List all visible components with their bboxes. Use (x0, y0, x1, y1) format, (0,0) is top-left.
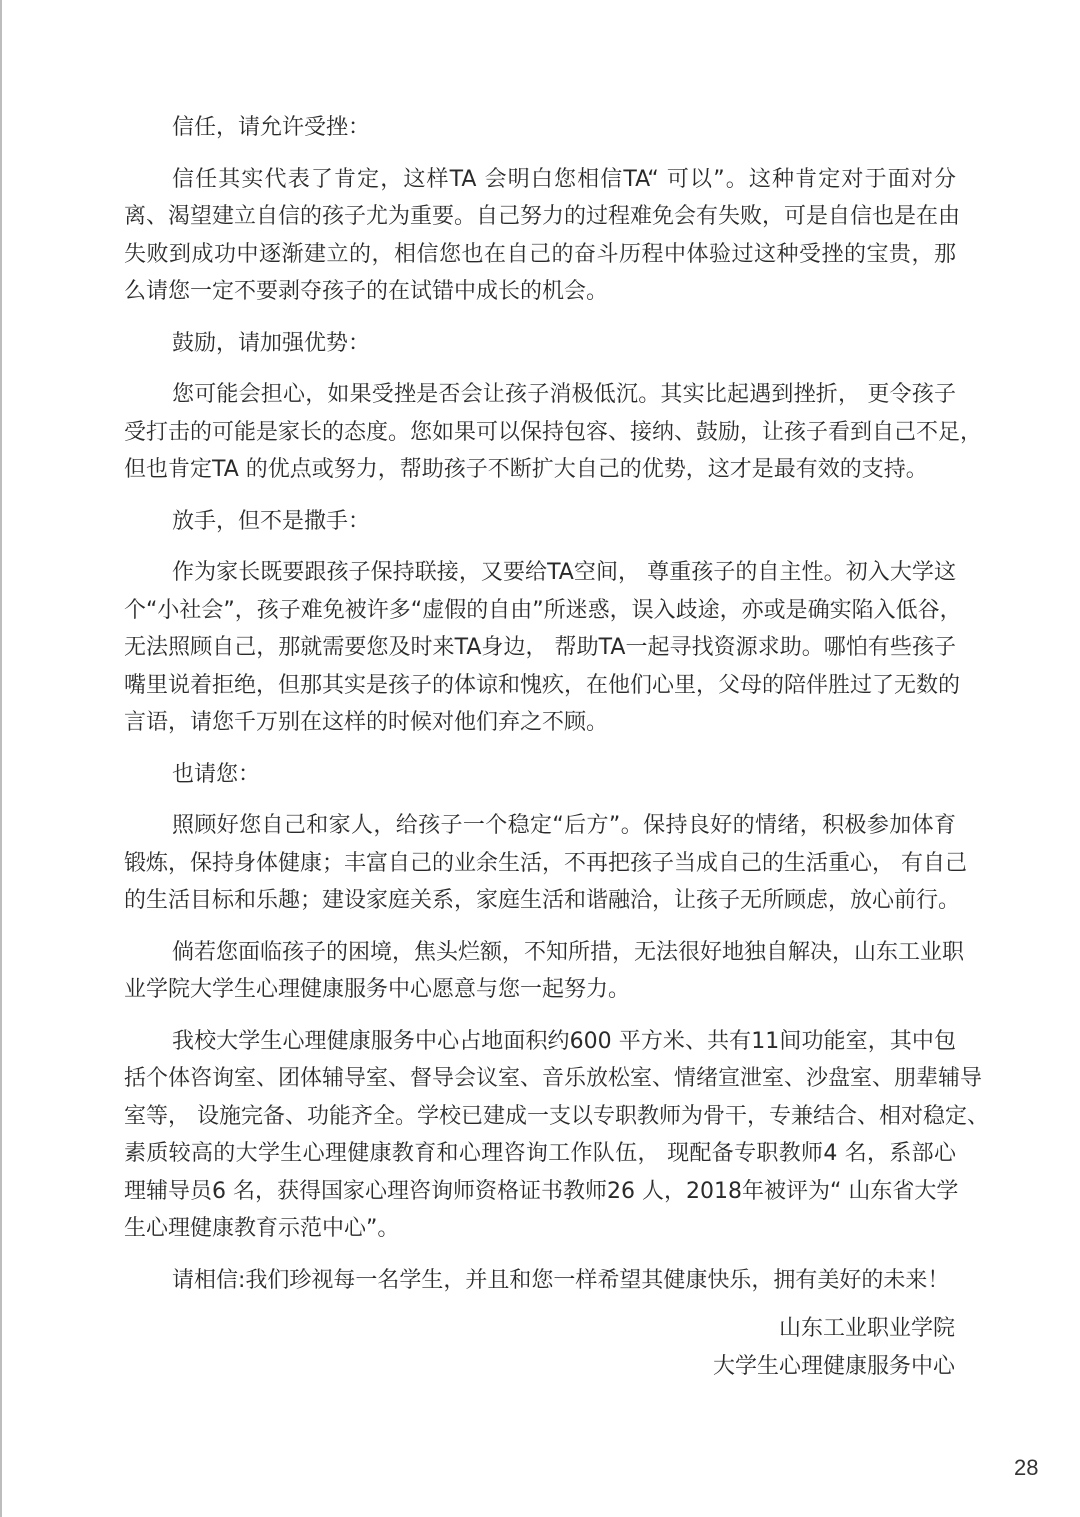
text-line: 受打击的可能是家长的态度。您如果可以保持包容、接纳、鼓励，让孩子看到自己不足， (124, 419, 983, 445)
text-line: 倘若您面临孩子的困境，焦头烂额，不知所措，无法很好地独自解决，山东工业职 (172, 939, 965, 965)
text-line: 嘴里说着拒绝，但那其实是孩子的体谅和愧疚，在他们心里，父母的陪伴胜过了无数的 (124, 672, 961, 698)
document-body (124, 109, 989, 1313)
section-heading (124, 503, 956, 541)
paragraph (124, 807, 967, 920)
text-line: 言语，请您千万别在这样的时候对他们弃之不顾。 (124, 710, 609, 735)
text-line: 素质较高的大学生心理健康教育和心理咨询工作队伍， 现配备专职教师4 名，系部心 (124, 1141, 956, 1166)
paragraph (124, 1023, 989, 1248)
text-line: 离、渴望建立自信的孩子尤为重要。自己努力的过程难免会有失败，可是自信也是在由 (124, 204, 961, 229)
text-line: 鼓励，请加强优势： (172, 330, 371, 356)
paragraph (124, 376, 983, 489)
text-line: 的生活目标和乐趣；建设家庭关系，家庭生活和谐融洽，让孩子无所顾虑，放心前行。 (124, 888, 961, 913)
text-line: 无法照顾自己，那就需要您及时来TA身边， 帮助TA一起寻找资源求助。哪怕有些孩子 (124, 635, 956, 660)
text-line: 室等， 设施完备、功能齐全。学校已建成一支以专职教师为骨干，专兼结合、相对稳定、 (124, 1103, 989, 1129)
text-line: 个“小社会”，孩子难免被许多“虚假的自由”所迷惑，误入歧途，亦或是确实陷入低谷， (124, 597, 962, 623)
signature-org: 山东工业职业学院 (778, 1316, 955, 1341)
text-line: 信任其实代表了肯定，这样TA 会明白您相信TA“ 可以”。这种肯定对于面对分 (172, 166, 956, 192)
paragraph (124, 934, 965, 1009)
paragraph (124, 161, 961, 311)
section-heading (124, 756, 956, 794)
text-line: 放手，但不是撒手： (172, 508, 371, 534)
page-edge-line (0, 0, 2, 1517)
text-line: 请相信:我们珍视每一名学生，并且和您一样希望其健康快乐，拥有美好的未来！ (172, 1267, 950, 1293)
text-line: 您可能会担心，如果受挫是否会让孩子消极低沉。其实比起遇到挫折， 更令孩子 (172, 382, 956, 407)
text-line: 么请您一定不要剥夺孩子的在试错中成长的机会。 (124, 279, 609, 304)
signature-dept: 大学生心理健康服务中心 (712, 1354, 955, 1379)
text-line: 业学院大学生心理健康服务中心愿意与您一起努力。 (124, 977, 631, 1002)
text-line: 生心理健康教育示范中心”。 (124, 1216, 400, 1241)
text-line: 括个体咨询室、团体辅导室、督导会议室、音乐放松室、情绪宣泄室、沙盘室、朋辈辅导 (124, 1066, 983, 1091)
text-line: 也请您： (172, 761, 261, 787)
text-line: 我校大学生心理健康服务中心占地面积约600 平方米、共有11间功能室，其中包 (172, 1028, 956, 1054)
text-line: 信任，请允许受挫： (172, 115, 371, 140)
paragraph (124, 554, 962, 742)
text-line: 锻炼，保持身体健康；丰富自己的业余生活，不再把孩子当成自己的生活重心， 有自己 (124, 850, 967, 876)
text-line: 照顾好您自己和家人，给孩子一个稳定“后方”。保持良好的情绪，积极参加体育 (172, 813, 956, 838)
page-number: 28 (1014, 1455, 1039, 1480)
section-heading (124, 325, 956, 363)
paragraph (124, 1262, 956, 1300)
text-line: 但也肯定TA 的优点或努力，帮助孩子不断扩大自己的优势，这才是最有效的支持。 (124, 457, 928, 482)
section-heading (124, 109, 956, 147)
text-line: 失败到成功中逐渐建立的，相信您也在自己的奋斗历程中体验过这种受挫的宝贵，那 (124, 241, 956, 267)
text-line: 理辅导员6 名，获得国家心理咨询师资格证书教师26 人，2018年被评为“ 山东省大学 (124, 1178, 959, 1204)
signature-block (713, 1310, 955, 1386)
text-line: 作为家长既要跟孩子保持联接，又要给TA空间， 尊重孩子的自主性。初入大学这 (172, 560, 956, 585)
